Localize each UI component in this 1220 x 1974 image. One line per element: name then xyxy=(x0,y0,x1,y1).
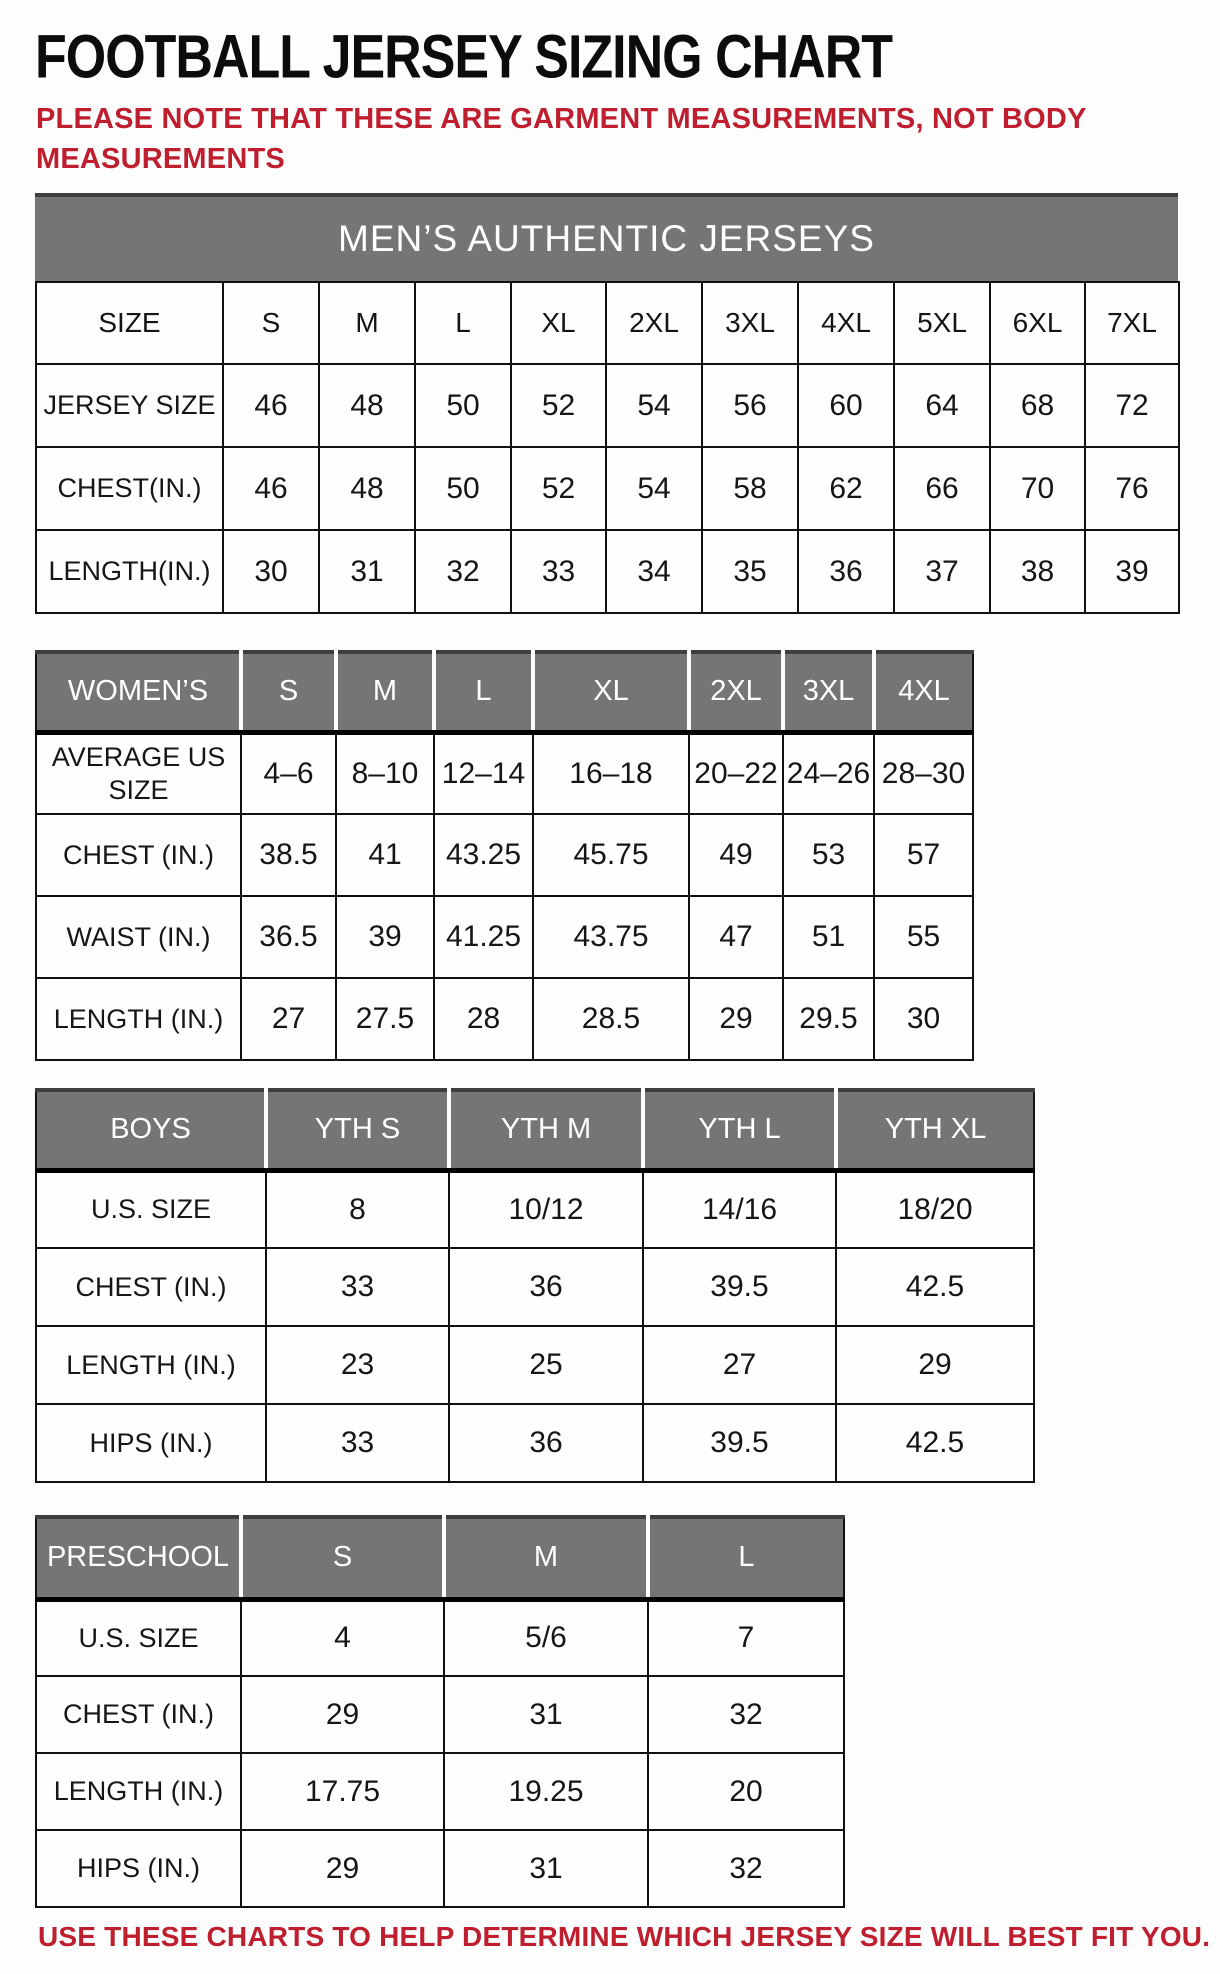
womens-row-label: WAIST (IN.) xyxy=(36,896,241,978)
mens-header-row xyxy=(36,282,1179,364)
mens-value-cell: 58 xyxy=(702,447,798,530)
mens-row-label: LENGTH(IN.) xyxy=(36,530,223,613)
womens-header-cell: S xyxy=(241,652,336,732)
preschool-row xyxy=(36,1753,844,1830)
mens-value-cell: 54 xyxy=(606,447,702,530)
preschool-header-cell: PRESCHOOL xyxy=(36,1517,241,1599)
mens-value-cell: 60 xyxy=(798,364,894,447)
womens-value-cell: 20–22 xyxy=(689,732,783,814)
preschool-value-cell: 4 xyxy=(241,1599,444,1676)
womens-row-label: CHEST (IN.) xyxy=(36,814,241,896)
womens-value-cell: 27.5 xyxy=(336,978,434,1060)
womens-value-cell: 39 xyxy=(336,896,434,978)
garment-measurements-note xyxy=(36,99,1087,179)
womens-table-section xyxy=(35,650,972,1061)
womens-value-cell: 36.5 xyxy=(241,896,336,978)
womens-value-cell: 55 xyxy=(874,896,973,978)
womens-value-cell: 29.5 xyxy=(783,978,874,1060)
womens-value-cell: 38.5 xyxy=(241,814,336,896)
mens-header-cell: XL xyxy=(511,282,606,364)
preschool-header-cell: M xyxy=(444,1517,648,1599)
womens-header-cell: 3XL xyxy=(783,652,874,732)
mens-value-cell: 54 xyxy=(606,364,702,447)
womens-row xyxy=(36,814,973,896)
boys-header-cell: BOYS xyxy=(36,1090,266,1170)
boys-sizing-table xyxy=(35,1088,1035,1483)
womens-sizing-table xyxy=(35,650,974,1061)
note-line-2: MEASUREMENTS xyxy=(36,143,285,175)
mens-row xyxy=(36,364,1179,447)
womens-value-cell: 49 xyxy=(689,814,783,896)
mens-value-cell: 38 xyxy=(990,530,1085,613)
boys-value-cell: 18/20 xyxy=(836,1170,1034,1248)
boys-row-label: LENGTH (IN.) xyxy=(36,1326,266,1404)
boys-value-cell: 36 xyxy=(449,1404,643,1482)
mens-table-banner: MEN’S AUTHENTIC JERSEYS xyxy=(35,193,1178,281)
mens-value-cell: 39 xyxy=(1085,530,1179,613)
mens-header-cell: L xyxy=(415,282,511,364)
mens-header-cell: 6XL xyxy=(990,282,1085,364)
womens-value-cell: 27 xyxy=(241,978,336,1060)
womens-header-cell: 4XL xyxy=(874,652,973,732)
mens-table-section xyxy=(35,193,1178,614)
mens-value-cell: 31 xyxy=(319,530,415,613)
boys-value-cell: 8 xyxy=(266,1170,449,1248)
mens-value-cell: 72 xyxy=(1085,364,1179,447)
boys-header-cell: YTH M xyxy=(449,1090,643,1170)
mens-row-label: CHEST(IN.) xyxy=(36,447,223,530)
boys-value-cell: 33 xyxy=(266,1248,449,1326)
womens-value-cell: 47 xyxy=(689,896,783,978)
womens-value-cell: 57 xyxy=(874,814,973,896)
preschool-value-cell: 17.75 xyxy=(241,1753,444,1830)
page-title: FOOTBALL JERSEY SIZING CHART xyxy=(35,23,893,92)
mens-header-cell: 4XL xyxy=(798,282,894,364)
preschool-table-section xyxy=(35,1515,843,1908)
womens-value-cell: 28.5 xyxy=(533,978,689,1060)
womens-value-cell: 30 xyxy=(874,978,973,1060)
preschool-header-row xyxy=(36,1517,844,1599)
mens-header-cell: 5XL xyxy=(894,282,990,364)
womens-row-label: AVERAGE US SIZE xyxy=(36,732,241,814)
preschool-row xyxy=(36,1830,844,1907)
preschool-value-cell: 32 xyxy=(648,1676,844,1753)
mens-value-cell: 48 xyxy=(319,364,415,447)
mens-value-cell: 56 xyxy=(702,364,798,447)
womens-value-cell: 43.25 xyxy=(434,814,533,896)
womens-value-cell: 51 xyxy=(783,896,874,978)
boys-table-section xyxy=(35,1088,1033,1483)
mens-row-label: JERSEY SIZE xyxy=(36,364,223,447)
preschool-value-cell: 20 xyxy=(648,1753,844,1830)
mens-header-cell: 2XL xyxy=(606,282,702,364)
womens-header-cell: M xyxy=(336,652,434,732)
mens-value-cell: 37 xyxy=(894,530,990,613)
note-line-1: PLEASE NOTE THAT THESE ARE GARMENT MEASUREMENTS, NOT BODY xyxy=(36,103,1087,135)
boys-header-cell: YTH XL xyxy=(836,1090,1034,1170)
boys-value-cell: 27 xyxy=(643,1326,836,1404)
preschool-value-cell: 5/6 xyxy=(444,1599,648,1676)
boys-row-label: CHEST (IN.) xyxy=(36,1248,266,1326)
mens-header-cell: 7XL xyxy=(1085,282,1179,364)
preschool-row-label: CHEST (IN.) xyxy=(36,1676,241,1753)
boys-row xyxy=(36,1404,1034,1482)
mens-value-cell: 46 xyxy=(223,447,319,530)
mens-value-cell: 68 xyxy=(990,364,1085,447)
womens-row xyxy=(36,978,973,1060)
mens-value-cell: 70 xyxy=(990,447,1085,530)
preschool-value-cell: 29 xyxy=(241,1830,444,1907)
womens-value-cell: 53 xyxy=(783,814,874,896)
womens-row-label: LENGTH (IN.) xyxy=(36,978,241,1060)
boys-header-cell: YTH L xyxy=(643,1090,836,1170)
mens-value-cell: 76 xyxy=(1085,447,1179,530)
mens-value-cell: 36 xyxy=(798,530,894,613)
preschool-row-label: U.S. SIZE xyxy=(36,1599,241,1676)
womens-value-cell: 41 xyxy=(336,814,434,896)
preschool-sizing-table xyxy=(35,1515,845,1908)
womens-header-cell: WOMEN’S xyxy=(36,652,241,732)
womens-value-cell: 45.75 xyxy=(533,814,689,896)
mens-value-cell: 62 xyxy=(798,447,894,530)
boys-value-cell: 33 xyxy=(266,1404,449,1482)
preschool-value-cell: 31 xyxy=(444,1676,648,1753)
preschool-value-cell: 31 xyxy=(444,1830,648,1907)
preschool-header-cell: S xyxy=(241,1517,444,1599)
boys-row-label: HIPS (IN.) xyxy=(36,1404,266,1482)
mens-value-cell: 66 xyxy=(894,447,990,530)
boys-row-label: U.S. SIZE xyxy=(36,1170,266,1248)
mens-value-cell: 52 xyxy=(511,364,606,447)
boys-header-row xyxy=(36,1090,1034,1170)
mens-value-cell: 64 xyxy=(894,364,990,447)
mens-row xyxy=(36,530,1179,613)
womens-value-cell: 29 xyxy=(689,978,783,1060)
preschool-value-cell: 19.25 xyxy=(444,1753,648,1830)
boys-value-cell: 14/16 xyxy=(643,1170,836,1248)
mens-header-cell: 3XL xyxy=(702,282,798,364)
boys-value-cell: 23 xyxy=(266,1326,449,1404)
boys-row xyxy=(36,1170,1034,1248)
boys-value-cell: 25 xyxy=(449,1326,643,1404)
mens-value-cell: 50 xyxy=(415,447,511,530)
mens-header-cell: SIZE xyxy=(36,282,223,364)
preschool-header-cell: L xyxy=(648,1517,844,1599)
womens-value-cell: 8–10 xyxy=(336,732,434,814)
womens-value-cell: 24–26 xyxy=(783,732,874,814)
mens-sizing-table xyxy=(35,281,1180,614)
preschool-value-cell: 29 xyxy=(241,1676,444,1753)
womens-row xyxy=(36,732,973,814)
womens-value-cell: 4–6 xyxy=(241,732,336,814)
womens-value-cell: 16–18 xyxy=(533,732,689,814)
boys-row xyxy=(36,1326,1034,1404)
womens-header-cell: XL xyxy=(533,652,689,732)
footer-note: USE THESE CHARTS TO HELP DETERMINE WHICH JERSEY SIZE WILL BEST FIT YOU. xyxy=(38,1921,1211,1952)
womens-value-cell: 43.75 xyxy=(533,896,689,978)
mens-value-cell: 34 xyxy=(606,530,702,613)
womens-value-cell: 28 xyxy=(434,978,533,1060)
mens-value-cell: 35 xyxy=(702,530,798,613)
mens-value-cell: 50 xyxy=(415,364,511,447)
boys-value-cell: 42.5 xyxy=(836,1248,1034,1326)
womens-row xyxy=(36,896,973,978)
boys-row xyxy=(36,1248,1034,1326)
womens-header-cell: L xyxy=(434,652,533,732)
boys-value-cell: 36 xyxy=(449,1248,643,1326)
boys-header-cell: YTH S xyxy=(266,1090,449,1170)
preschool-value-cell: 7 xyxy=(648,1599,844,1676)
mens-value-cell: 48 xyxy=(319,447,415,530)
mens-value-cell: 52 xyxy=(511,447,606,530)
mens-value-cell: 33 xyxy=(511,530,606,613)
mens-row xyxy=(36,447,1179,530)
mens-header-cell: M xyxy=(319,282,415,364)
womens-header-cell: 2XL xyxy=(689,652,783,732)
mens-value-cell: 30 xyxy=(223,530,319,613)
boys-value-cell: 39.5 xyxy=(643,1248,836,1326)
womens-value-cell: 28–30 xyxy=(874,732,973,814)
boys-value-cell: 10/12 xyxy=(449,1170,643,1248)
mens-header-cell: S xyxy=(223,282,319,364)
womens-header-row xyxy=(36,652,973,732)
preschool-row-label: LENGTH (IN.) xyxy=(36,1753,241,1830)
boys-value-cell: 42.5 xyxy=(836,1404,1034,1482)
preschool-row xyxy=(36,1599,844,1676)
preschool-row xyxy=(36,1676,844,1753)
boys-value-cell: 39.5 xyxy=(643,1404,836,1482)
mens-value-cell: 46 xyxy=(223,364,319,447)
womens-value-cell: 12–14 xyxy=(434,732,533,814)
preschool-value-cell: 32 xyxy=(648,1830,844,1907)
womens-value-cell: 41.25 xyxy=(434,896,533,978)
mens-value-cell: 32 xyxy=(415,530,511,613)
preschool-row-label: HIPS (IN.) xyxy=(36,1830,241,1907)
boys-value-cell: 29 xyxy=(836,1326,1034,1404)
